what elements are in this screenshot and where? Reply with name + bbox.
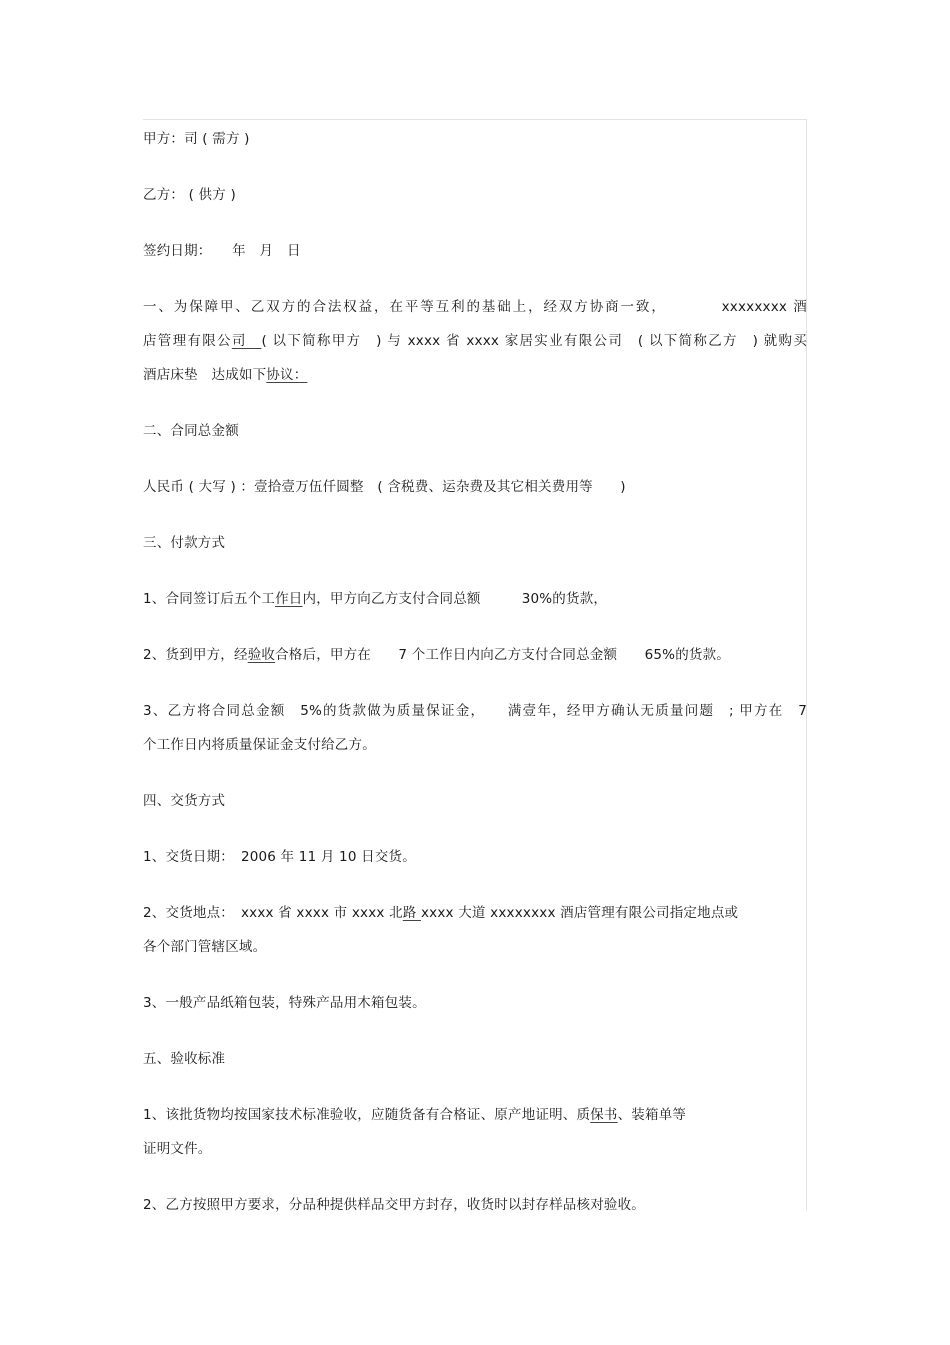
underlined-text: 司	[231, 333, 262, 349]
page-frame	[143, 119, 807, 1211]
section1-line2	[143, 331, 807, 351]
section1-line2-text: 店管理有限公	[143, 333, 232, 349]
section1-line2-rest: ( 以下简称甲方 ) 与 xxxx 省 xxxx 家居实业有限公司 ( 以下简称乙方 ) 就购买	[261, 333, 807, 349]
sign-date-line: 签约日期： 年 月 日	[143, 243, 301, 259]
payment-item-3-line2: 个工作日内将质量保证金支付给乙方。	[143, 737, 376, 753]
section1-line3-text: 酒店床垫 达成如下	[143, 367, 267, 383]
payment-item-3-line1: 3、乙方将合同总金额 5%的货款做为质量保证金， 满壹年，经甲方确认无质量问题 ; 甲方在 7	[143, 703, 807, 719]
section5-heading: 五、验收标准	[143, 1051, 226, 1067]
underlined-text: 协议：	[266, 367, 308, 383]
section2-heading: 二、合同总金额	[143, 423, 239, 439]
delivery-place-text: 2、交货地点： xxxx 省 xxxx 市 xxxx 北	[143, 905, 403, 921]
delivery-place-line1	[143, 903, 738, 923]
party-a-line: 甲方：司 ( 需方 )	[143, 131, 250, 147]
payment-item-1-text: 1、合同签订后五个工	[143, 591, 276, 607]
packaging: 3、一般产品纸箱包装，特殊产品用木箱包装。	[143, 995, 426, 1011]
payment-item-2-rest: 合格后，甲方在 7 个工作日内向乙方支付合同总金额 65%的货款。	[275, 647, 730, 663]
delivery-place-rest: xxxx 大道 xxxxxxxx 酒店管理有限公司指定地点或	[420, 905, 739, 921]
payment-item-1-rest: 内，甲方向乙方支付合同总额 30%的货款，	[302, 591, 608, 607]
underlined-text: 路	[402, 905, 421, 921]
acceptance-item-1-text: 1、该批货物均按国家技术标准验收，应随货备有合格证、原产地证明、质	[143, 1107, 591, 1123]
delivery-date: 1、交货日期： 2006 年 11 月 10 日交货。	[143, 849, 416, 865]
section3-heading: 三、付款方式	[143, 535, 226, 551]
payment-item-1	[143, 589, 607, 609]
section1-line1: 一、为保障甲、乙双方的合法权益，在平等互利的基础上，经双方协商一致， xxxxxxxx 酒	[143, 299, 807, 315]
party-b-line: 乙方： ( 供方 )	[143, 187, 236, 203]
acceptance-item-2: 2、乙方按照甲方要求，分品种提供样品交甲方封存，收货时以封存样品核对验收。	[143, 1197, 645, 1213]
acceptance-item-1-rest: 、装箱单等	[617, 1107, 687, 1123]
section4-heading: 四、交货方式	[143, 793, 226, 809]
section1-line3	[143, 365, 307, 385]
acceptance-item-1-line2: 证明文件。	[143, 1141, 212, 1157]
acceptance-item-1-line1	[143, 1105, 686, 1125]
underlined-text: 作日	[275, 591, 303, 607]
delivery-place-line2: 各个部门管辖区域。	[143, 939, 267, 955]
underlined-text: 保书	[590, 1107, 618, 1123]
underlined-text: 验收	[247, 647, 276, 663]
contract-amount: 人民币 ( 大写 ) ：壹拾壹万伍仟圆整 ( 含税费、运杂费及其它相关费用等 )	[143, 479, 626, 495]
payment-item-2-text: 2、货到甲方，经	[143, 647, 248, 663]
payment-item-2	[143, 645, 730, 665]
